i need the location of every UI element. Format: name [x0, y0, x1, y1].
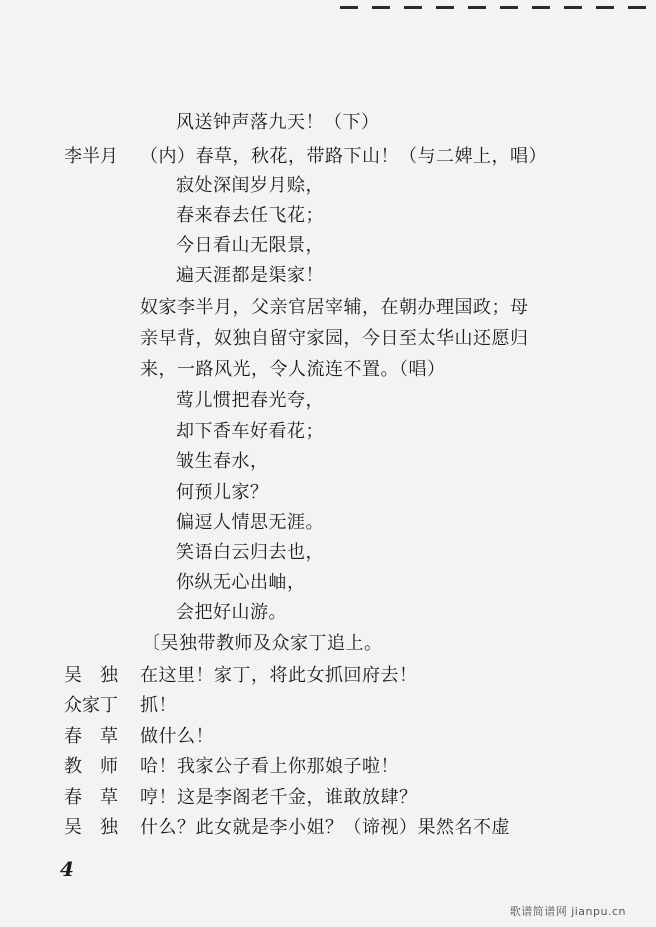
verse-line: 笑语白云归去也，: [176, 542, 324, 563]
line-2: （内）春草，秋花，带路下山！（与二婢上，唱）: [140, 146, 547, 167]
verse-line: 今日看山无限景，: [176, 235, 324, 256]
stage-direction: 〔吴独带教师及众家丁追上。: [142, 633, 383, 654]
verse-line: 偏逗人情思无涯。: [176, 512, 324, 533]
watermark-text: 歌谱简谱网 jianpu.cn: [509, 905, 626, 918]
verse-line: 遍天涯都是渠家！: [176, 265, 324, 286]
verse-line: 你纵无心出岫，: [176, 572, 306, 593]
dialogue-line: 哼！这是李阁老千金，谁敢放肆？: [140, 787, 418, 808]
line-1: 风送钟声落九天！（下）: [176, 112, 380, 133]
dialogue-line: 在这里！家丁，将此女抓回府去！: [140, 665, 418, 686]
prose-line: 来，一路风光，令人流连不置。（唱）: [140, 359, 446, 380]
verse-line: 却下香车好看花；: [176, 421, 324, 442]
prose-line: 奴家李半月，父亲官居宰辅，在朝办理国政；母: [140, 297, 529, 318]
verse-line: 春来春去任飞花；: [176, 205, 324, 226]
speaker-label: 教 师: [64, 756, 118, 777]
dialogue-line: 做什么！: [140, 726, 214, 747]
dialogue-line: 哈！我家公子看上你那娘子啦！: [140, 756, 399, 777]
page-number: 4: [60, 857, 74, 881]
speaker-label: 吴 独: [64, 817, 118, 838]
speaker-label: 李半月: [64, 146, 118, 167]
dialogue-line: 什么？此女就是李小姐？（谛视）果然名不虚: [140, 817, 510, 838]
prose-line: 亲早背，奴独自留守家园，今日至太华山还愿归: [140, 328, 529, 349]
dialogue-line: 抓！: [140, 695, 177, 716]
speaker-label: 众家丁: [64, 695, 118, 716]
verse-line: 寂处深闺岁月赊，: [176, 175, 324, 196]
verse-line: 莺儿惯把春光夸，: [176, 390, 324, 411]
speaker-label: 春 草: [64, 726, 118, 747]
verse-line: 何预儿家？: [176, 482, 269, 503]
verse-line: 皱生春水，: [176, 451, 269, 472]
speaker-label: 春 草: [64, 787, 118, 808]
speaker-label: 吴 独: [64, 665, 118, 686]
verse-line: 会把好山游。: [176, 602, 287, 623]
top-dashed-rule: [340, 6, 656, 9]
